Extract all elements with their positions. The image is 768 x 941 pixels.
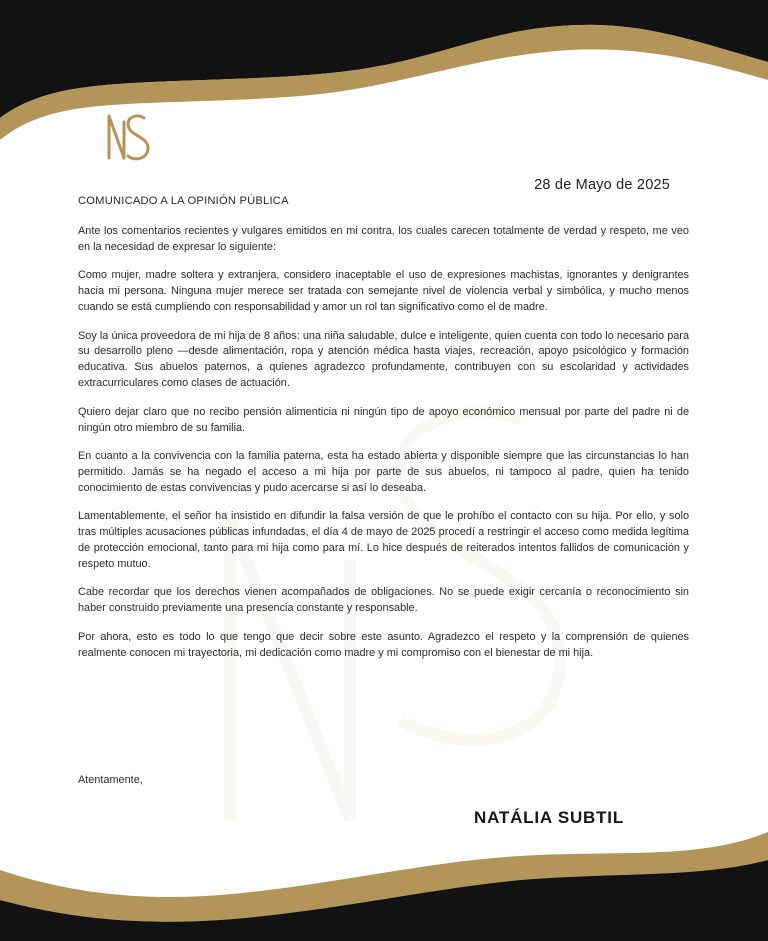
paragraph-1: Ante los comentarios recientes y vulgares emitidos en mi contra, los cuales carecen totalmente de verdad y respeto, me veo en la necesidad de expresar lo siguiente:	[78, 225, 689, 253]
signature-name: NATÁLIA SUBTIL	[474, 808, 625, 827]
letter-date: 28 de Mayo de 2025	[534, 177, 670, 193]
paragraph-3: Soy la única proveedora de mi hija de 8 años: una niña saludable, dulce e inteligente, quien cuenta con todo lo necesario para su desarrollo pleno —desde alimentación, ropa y atención médica hasta viajes, recreación, apoyo psicológico y formación educativa. Sus abuelos paternos, a quienes agradezco profundamente, contribuyen con su escolaridad y actividades extracurriculares como clases de actuación.	[78, 329, 689, 390]
paragraph-8: Por ahora, esto es todo lo que tengo que decir sobre este asunto. Agradezco el respeto y la comprensión de quienes realmente conocen mi trayectoria, mi dedicación como madre y mi compromiso con el bienestar de mi hija.	[78, 630, 689, 659]
closing-salutation: Atentamente,	[78, 774, 143, 786]
paragraph-2: Como mujer, madre soltera y extranjera, considero inaceptable el uso de expresiones machistas, ignorantes y denigrantes hacia mi persona. Ninguna mujer merece ser tratada con semejante nivel de violencia verbal y simbólica, y mucho menos cuando se está cumpliendo con responsabilidad y amor un rol tan significativo como el de madre.	[78, 269, 689, 314]
paragraph-5: En cuanto a la convivencia con la familia paterna, esta ha estado abierta y disponible siempre que las circunstancias lo han permitido. Jamás se ha negado el acceso a mi hija por parte de sus abuelos, ni tampoco al padre, quien ha tenido conocimiento de estas convivencias y pudo acercarse si así lo deseaba.	[78, 449, 689, 494]
ns-monogram-logo-icon	[100, 108, 158, 166]
paragraph-7: Cabe recordar que los derechos vienen acompañados de obligaciones. No se puede exigir cercanía o reconocimiento sin haber construido previamente una presencia constante y responsable.	[78, 586, 689, 615]
paragraph-4: Quiero dejar claro que no recibo pensión alimenticia ni ningún tipo de apoyo económico mensual por parte del padre ni de ningún otro miembro de su familia.	[78, 405, 689, 434]
letter-body	[78, 224, 689, 674]
paragraph-6: Lamentablemente, el señor ha insistido en difundir la falsa versión de que le prohíbo el contacto con su hija. Por ello, y solo tras múltiples acusaciones públicas infundadas, el día 4 de mayo de 2025 procedí a restringir el acceso como medida legítima de protección emocional, tanto para mi hija como para mí. Lo hice después de reiterados intentos fallidos de comunicación y respeto mutuo.	[78, 510, 689, 570]
letter-heading: COMUNICADO A LA OPINIÓN PÚBLICA	[78, 195, 289, 207]
